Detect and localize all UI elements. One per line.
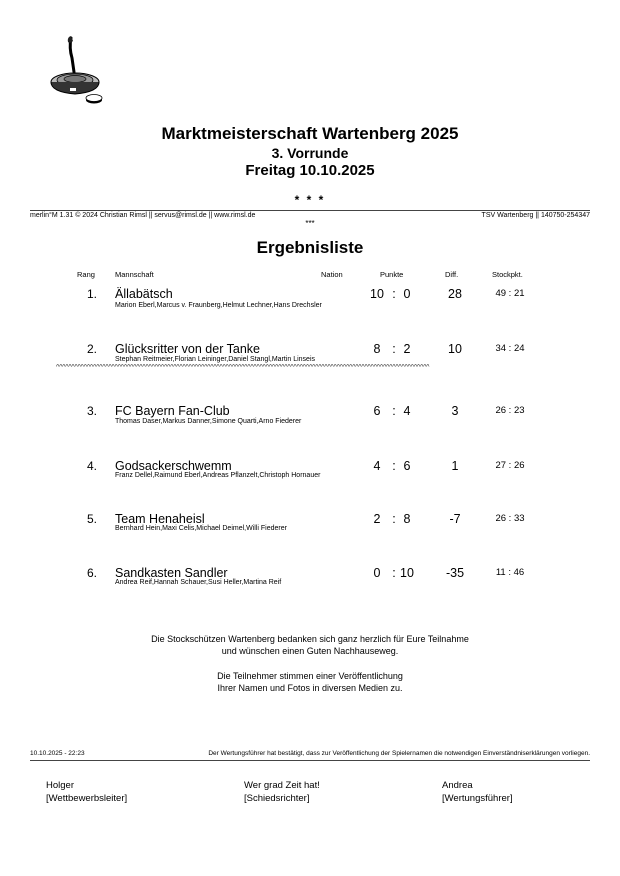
consent-line-1: Die Teilnehmer stimmen einer Veröffentlichung <box>217 671 403 681</box>
signature-scorer <box>442 779 513 805</box>
thanks-line-2: und wünschen einen Guten Nachhauseweg. <box>221 646 399 656</box>
row-team: FC Bayern Fan-Club <box>115 404 230 418</box>
col-stock: Stockpkt. <box>492 270 523 279</box>
round-label: 3. Vorrunde <box>271 145 349 161</box>
col-diff: Diff. <box>445 270 459 279</box>
row-stock: 26 : 23 <box>495 405 525 416</box>
event-title: Marktmeisterschaft Wartenberg 2025 <box>161 124 459 143</box>
row-stock: 26 : 33 <box>495 513 525 524</box>
thanks-line-1: Die Stockschützen Wartenberg bedanken sich ganz herzlich für Eure Teilnahme <box>151 634 469 644</box>
col-points: Punkte <box>380 270 404 279</box>
row-points-against: 8 <box>403 512 411 526</box>
row-members: Thomas Daser,Markus Danner,Simone Quarti,Arno Fiederer <box>115 418 302 425</box>
row-stock: 49 : 21 <box>495 288 525 299</box>
footer-rule <box>30 760 590 761</box>
row-points-for: 8 <box>373 342 381 356</box>
signature-role: [Schiedsrichter] <box>244 793 310 804</box>
row-rank: 4. <box>86 459 97 473</box>
row-team: Team Henaheisl <box>115 512 205 526</box>
consent-notice: Der Wertungsführer hat bestätigt, dass zur Veröffentlichung der Spielernamen die notwendigen Einverständniserklärungen vorliegen. <box>208 750 590 757</box>
row-members: Marion Eberl,Marcus v. Fraunberg,Helmut Lechner,Hans Drechsler <box>115 302 322 309</box>
signature-name: Andrea <box>442 780 473 791</box>
row-members: Franz Dellel,Raimund Eberl,Andreas Pflanzelt,Christoph Hornauer <box>115 472 321 479</box>
row-team: Sandkasten Sandler <box>115 566 228 580</box>
row-points-colon: : <box>392 459 396 473</box>
print-timestamp: 10.10.2025 - 22:23 <box>30 750 85 757</box>
signature-role: [Wertungsführer] <box>442 793 513 804</box>
row-team: Ällabätsch <box>115 287 173 301</box>
row-diff: 28 <box>448 287 462 301</box>
eisstock-logo <box>44 34 106 108</box>
qualification-separator: ^^^^^^^^^^^^^^^^^^^^^^^^^^^^^^^^^^^^^^^^^^^^^^^^^^^^^^^^^^^^^^^^^^^^^^^^^^^^^^^^^^^^^^^^^^^^^^^^^^^^^^^^^^^^^^^^^^^^^^^^^ <box>56 364 430 371</box>
row-rank: 1. <box>86 287 97 301</box>
consent-line-2: Ihrer Namen und Fotos in diversen Medien zu. <box>217 683 403 693</box>
small-stars: *** <box>305 219 315 228</box>
header-rule <box>30 210 590 211</box>
row-members: Stephan Reitmeier,Florian Leininger,Daniel Stangl,Martin Linseis <box>115 356 315 363</box>
row-team: Glücksritter von der Tanke <box>115 342 260 356</box>
signature-name: Holger <box>46 780 74 791</box>
club-id: TSV Wartenberg || 140750-254347 <box>481 212 590 219</box>
signature-competition-lead <box>46 779 127 805</box>
event-date: Freitag 10.10.2025 <box>245 162 375 179</box>
row-rank: 3. <box>86 404 97 418</box>
signature-referee <box>244 779 320 805</box>
row-rank: 6. <box>86 566 97 580</box>
col-team: Mannschaft <box>115 270 154 279</box>
row-diff: -7 <box>449 512 461 526</box>
row-rank: 2. <box>86 342 97 356</box>
row-points-against: 4 <box>403 404 411 418</box>
row-stock: 11 : 46 <box>495 567 525 578</box>
software-credit: merlin°M 1.31 © 2024 Christian Rimsl || servus@rimsl.de || www.rimsl.de <box>30 212 256 219</box>
row-points-against: 6 <box>403 459 411 473</box>
signature-role: [Wettbewerbsleiter] <box>46 793 128 804</box>
row-points-against: 2 <box>403 342 411 356</box>
row-points-colon: : <box>392 342 396 356</box>
row-stock: 34 : 24 <box>495 343 525 354</box>
row-rank: 5. <box>86 512 97 526</box>
row-diff: 3 <box>451 404 459 418</box>
row-points-for: 10 <box>370 287 384 301</box>
row-points-colon: : <box>392 404 396 418</box>
row-points-colon: : <box>392 566 396 580</box>
row-points-colon: : <box>392 512 396 526</box>
row-diff: -35 <box>445 566 465 580</box>
row-diff: 10 <box>448 342 462 356</box>
results-heading: Ergebnisliste <box>256 238 364 257</box>
row-stock: 27 : 26 <box>495 460 525 471</box>
row-members: Andrea Reif,Hannah Schauer,Susi Heller,Martina Reif <box>115 579 282 586</box>
row-team: Godsackerschwemm <box>115 459 232 473</box>
row-points-for: 6 <box>373 404 381 418</box>
row-points-against: 10 <box>400 566 414 580</box>
row-members: Bernhard Hein,Maxi Celis,Michael Deimel,Willi Fiederer <box>115 525 287 532</box>
col-rank: Rang <box>77 270 95 279</box>
stars-divider: * * * <box>294 193 326 207</box>
row-points-colon: : <box>392 287 396 301</box>
row-points-for: 2 <box>373 512 381 526</box>
col-nation: Nation <box>321 270 343 279</box>
row-points-for: 4 <box>373 459 381 473</box>
row-points-against: 0 <box>403 287 411 301</box>
signature-name: Wer grad Zeit hat! <box>244 780 320 791</box>
row-points-for: 0 <box>373 566 381 580</box>
row-diff: 1 <box>451 459 459 473</box>
